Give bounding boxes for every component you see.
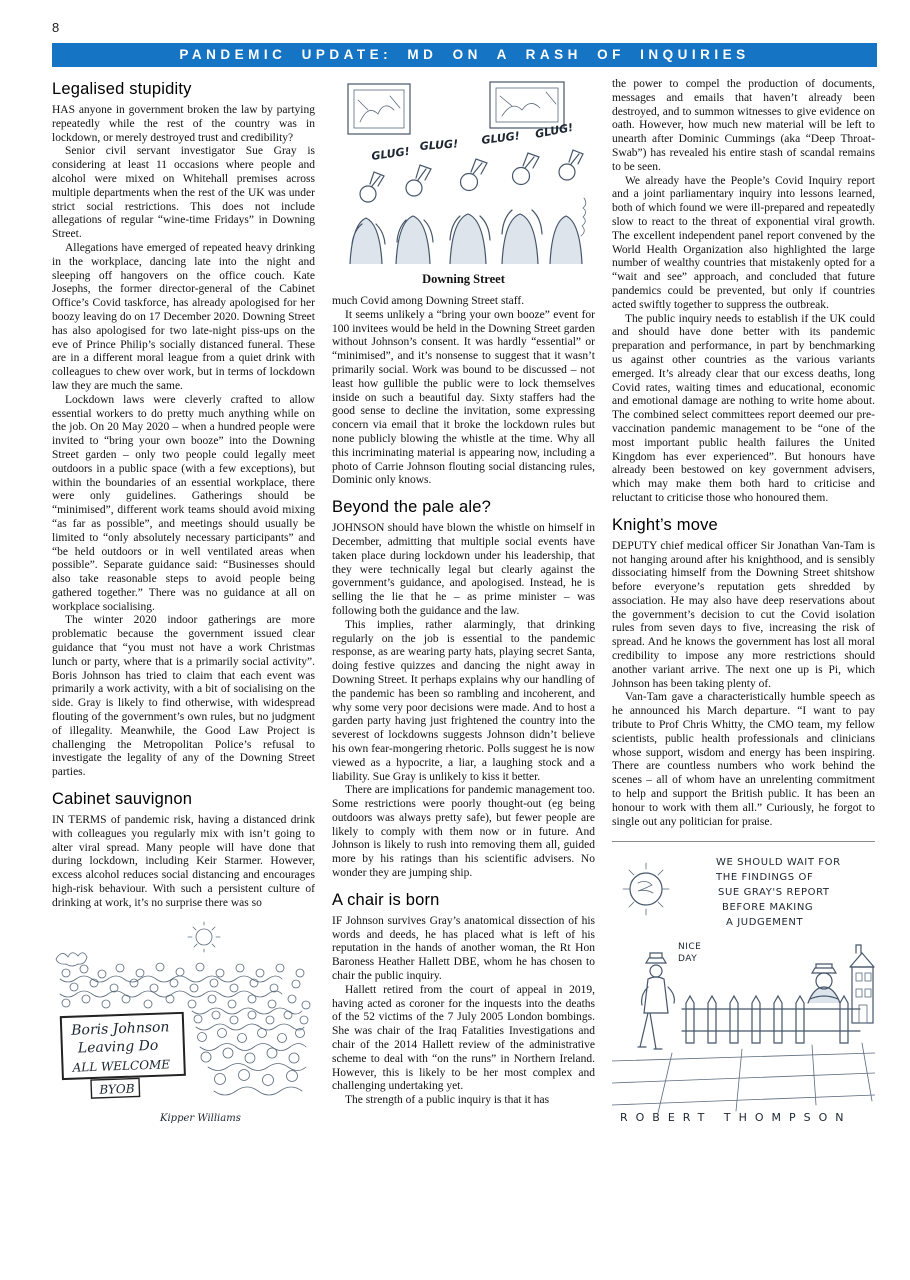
handwritten-note bbox=[715, 857, 841, 928]
paragraph: We already have the People’s Covid Inquiry report and a joint parliamentary inquiry into lessons learned, both of which found we were ill-prepared and repeatedly slow to react to the threat of exponential viral growth. The excellent independent panel report convened by the World Health Organization also highlighted the large number of wealthy countries that mistakenly opted for a “wait and see” approach, and concluded that future pandemics could be prevented, but only if countries acted swiftly together to suppress the outbreak. bbox=[612, 174, 875, 311]
page-number: 8 bbox=[52, 20, 60, 35]
paragraph: HAS anyone in government broken the law by partying repeatedly while the rest of the country was in lockdown, or merely destroyed trust and credibility? bbox=[52, 104, 315, 144]
glug-text-2: GLUG! bbox=[419, 137, 459, 153]
house bbox=[850, 945, 874, 1023]
paragraph: There are implications for pandemic management too. Some restrictions were poorly thought-out (eg being outdoors was always pretty safe), but fewer people are likely to comply with them now or in future. And Johnson is likely to rush into removing them all, guided more by his ratings than his scientific advisers. No wonder they are jumping ship. bbox=[332, 784, 595, 880]
paragraph: It seems unlikely a “bring your own booze” event for 100 invitees would be held in the Downing Street garden without Johnson’s consent. It was hardly “essential” or “minimised”, and it’s nonsense to suggest that it wasn’t primarily social. Work was bound to be discussed – not least how gullible the public were to lock themselves inside on such a beautiful day. Sixty staffers had the good sense to decline the invitation, some expressing concern via email that it broke the lockdown rules but none publicly blowing the whistle at the time. Why all this incriminating material is appearing now, including a photo of Carrie Johnson flouting social distancing rules, Dominic only knows. bbox=[332, 308, 595, 487]
downing-street-cartoon-drawing bbox=[332, 78, 595, 264]
nice-day-cartoon-drawing bbox=[612, 847, 875, 1125]
cartoon-nice-day bbox=[612, 841, 875, 1125]
paragraph: Senior civil servant investigator Sue Gray is considering at least 11 occasions where people and alcohol were mixed on Whitehall premises across multiple departments when the rest of the UK was under strict social restrictions. This does not include allegations of regular “wine-time Fridays” in Downing Street. bbox=[52, 145, 315, 241]
paragraph: the power to compel the production of documents, messages and emails that haven’t already been destroyed, and to summon witnesses to give evidence on oath. However, how much new material will be left to unearth after Dominic Cummings (aka “Deep Throat-Swab”) has revealed his entire stash of scandal remains to be seen. bbox=[612, 78, 875, 173]
glug-text-3: GLUG! bbox=[480, 129, 521, 147]
nice-day-text-2: DAY bbox=[678, 954, 698, 965]
paragraph: The winter 2020 indoor gatherings are more problematic because the government issued clear guidance that “you must not have a work Christmas lunch or party, where that is a primarily social activity”. Boris Johnson has tried to claim that each event was primarily a work activity, with a bit of socialising on the side. Gray is likely to find otherwise, with widespread flouting of the government’s own rules, but no judgment of illegality. Meanwhile, the Good Law Project is challenging the Metropolitan Police’s refusal to investigate the legality of any of the Downing Street parties. bbox=[52, 614, 315, 779]
note-line3: SUE GRAY'S REPORT bbox=[718, 887, 830, 899]
paragraph: much Covid among Downing Street staff. bbox=[332, 295, 525, 307]
paragraph: Hallett retired from the court of appeal in 2019, having acted as coroner for the inquests into the deaths of the 52 victims of the 7 July 2005 London bombings. She was chair of the Iraq Fatalities Investigations and chair of the 2014 Hallett review of the administrative scheme to deal with “on the runs” in Northern Ireland. However, this is likely to be her most complex and challenging undertaking yet. bbox=[332, 983, 595, 1093]
banner-title: PANDEMIC UPDATE: MD ON A RASH OF INQUIRIES bbox=[179, 47, 750, 62]
cartoon-leaving-do bbox=[52, 921, 315, 1131]
column-2 bbox=[332, 78, 595, 1108]
heading-legalised-stupidity: Legalised stupidity bbox=[52, 80, 192, 98]
sign-text-line4: BYOB bbox=[99, 1081, 135, 1097]
sun-icon bbox=[188, 922, 220, 952]
paragraph: Lockdown laws were cleverly crafted to allow essential workers to do pretty much anything while on the job. On 20 May 2020 – when a hundred people were invited to “bring your own booze” into the Downing Street garden – only two people could legally meet outdoors in a public space (with a few exceptions), but within the boundaries of an essential workplace, there were only guidelines. Gatherings should be “minimised”, different work teams should avoid mixing “as far as possible”, and meetings should usually be limited to “only absolutely necessary participants” and “be held outdoors or in well ventilated areas when possible”. Separate guidance said: “Businesses should also take reasonable steps to avoid people being gathered together.” There was no guidance at all on workplace socialising. bbox=[52, 393, 315, 613]
cartoon-caption: Downing Street bbox=[422, 272, 505, 286]
section-banner bbox=[52, 43, 877, 67]
picture-frame-right bbox=[490, 82, 564, 128]
sign-text-line3: ALL WELCOME bbox=[72, 1056, 171, 1075]
note-line1: WE SHOULD WAIT FOR bbox=[716, 857, 841, 869]
sun-icon bbox=[623, 863, 669, 915]
sign-text-line1: Boris Johnson bbox=[70, 1018, 170, 1039]
heading-knights-move: Knight’s move bbox=[612, 515, 718, 534]
walking-man bbox=[638, 953, 674, 1049]
artist-signature: ROBERT THOMPSON bbox=[620, 1111, 852, 1125]
nice-day-text-1: NICE bbox=[678, 942, 702, 953]
leaving-do-sign bbox=[61, 1012, 186, 1098]
sign-text-line2: Leaving Do bbox=[77, 1037, 159, 1057]
artist-signature: Kipper Williams bbox=[160, 1112, 241, 1124]
picket-fence bbox=[682, 996, 860, 1043]
paragraph: Van-Tam gave a characteristically humble speech as he announced his March departure. “I want to pay tribute to Prof Chris Whitty, the CMO team, my fellow scientists, public health professionals and clinicians whose support, wisdom and energy has been inspiring. There are countless numbers who work behind the scenes – all of whom have an unrelenting commitment to help and support the British public. It has been an honour to work with them all.” Curiously, he forgot to single out any politician for praise. bbox=[612, 691, 875, 828]
neighbour-figure bbox=[808, 964, 840, 1003]
article-columns bbox=[52, 78, 877, 1131]
paragraph: JOHNSON should have blown the whistle on himself in December, admitting that multiple social events have taken place during lockdown under his leadership, that they were technically legal but clearly against the government’s guidance, and apologised. Instead, he is selling the lie that he – as prime minister – was following both the guidance and the law. bbox=[332, 522, 595, 617]
drinking-figures bbox=[350, 150, 583, 264]
paragraph: IF Johnson survives Gray’s anatomical dissection of his words and deeds, he has placed what is left of his reputation in the hands of another woman, the Rt Hon Baroness Heather Hallett DBE, whom he has chosen to chair the public inquiry. bbox=[332, 914, 595, 983]
paragraph: This implies, rather alarmingly, that drinking regularly on the job is essential to the pandemic response, as are wearing party hats, playing secret Santa, doing festive quizzes and dancing the night away in Downing Street. It perhaps explains why our handling of the pandemic has been so rambling and incoherent, and why some very poor decisions were made. And to host a garden party having just frightened the country into the severest of lockdowns suggests Johnson didn’t believe his own fear-mongering rhetoric. Polls suggest he is now viewed as a hypocrite, a liar, a laughing stock and a liability. Sue Gray is unlikely to kiss it better. bbox=[332, 618, 595, 783]
column-3 bbox=[612, 78, 875, 1125]
leaving-do-cartoon-drawing bbox=[52, 921, 315, 1131]
paragraph: Allegations have emerged of repeated heavy drinking in the workplace, dancing late into the night and sleeping off hangovers on the office couch. Kate Josephs, the former director-general of the Cabinet Office’s Covid taskforce, has already apologised for her boozy leaving do on 17 December 2020. Downing Street has also apologised for two late-night piss-ups on the eve of Prince Philip’s socially distanced funeral. These are in a different moral league from a quiet drink with colleagues to chew over work, but in terms of lockdown law they are much the same. bbox=[52, 241, 315, 392]
note-line2: THE FINDINGS OF bbox=[716, 872, 814, 884]
glug-text-1: GLUG! bbox=[370, 144, 411, 163]
note-line5: A JUDGEMENT bbox=[726, 917, 804, 929]
heading-beyond-the-pale-ale: Beyond the pale ale? bbox=[332, 498, 492, 517]
paragraph: DEPUTY chief medical officer Sir Jonathan Van-Tam is not hanging around after his knighthood, and is sensibly dissociating himself from the Downing Street shitshow before everyone’s reputation gets shredded by association. He may also have deep reservations about the government’s decision to cut the Covid isolation rules from seven days to five, increasing the risk of spread. And he knows the government has lost all moral credibility to impose any more restrictions should another variant arrive. The next one up is Pi, which Johnson has been taking plenty of. bbox=[612, 539, 875, 690]
column-1 bbox=[52, 78, 315, 1131]
paragraph: IN TERMS of pandemic risk, having a distanced drink with colleagues you regularly mix with isn’t going to alter viral spread. Many people will have done that during lockdown, including Keir Starmer. However, excess alcohol reduces social distancing and encourages high-risk behaviour. With such a persistent culture of drinking at work, it’s no surprise there was so bbox=[52, 814, 315, 909]
glug-text-4: GLUG! bbox=[534, 120, 575, 141]
heading-cabinet-sauvignon: Cabinet sauvignon bbox=[52, 790, 193, 809]
paragraph: The strength of a public inquiry is that it has bbox=[345, 1094, 550, 1107]
picture-frame-left bbox=[348, 84, 410, 134]
heading-a-chair-is-born: A chair is born bbox=[332, 890, 440, 909]
paragraph: The public inquiry needs to establish if the UK could and should have done better with its pandemic preparation and performance, in part by benchmarking us against other countries as the various variants emerged. It’s already clear that our excess deaths, long Covid rates, waiting times and educational, economic and emotional damage are nothing to write home about. The combined select committees report deemed our pre-vaccination pandemic management to be “one of the most important public health failures the United Kingdom has ever experienced”. But honours have already been bestowed on key government advisers, which may make them both hard to criticise and reluctant to criticise those who honoured them. bbox=[612, 312, 875, 504]
cartoon-downing-street bbox=[332, 78, 595, 287]
pavement bbox=[612, 1043, 875, 1113]
note-line4: BEFORE MAKING bbox=[722, 902, 814, 914]
